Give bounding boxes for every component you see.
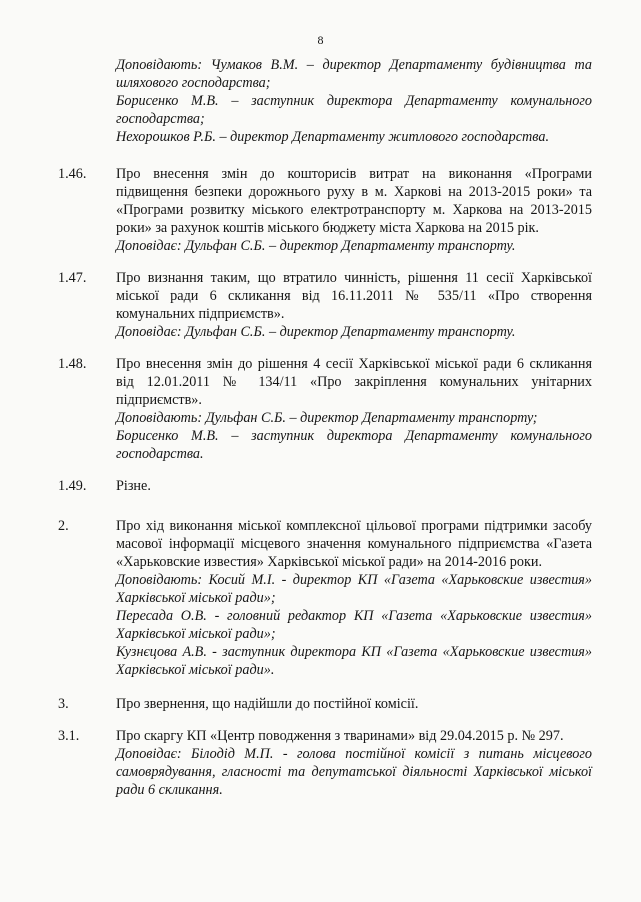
- item-number: 3.1.: [58, 728, 80, 744]
- lead-reporters: [116, 56, 592, 146]
- agenda-content: [0, 56, 641, 799]
- item-text: Про внесення змін до рішення 4 сесії Харківської міської ради 6 скликання від 12.01.2011 № 134/11 «Про закріплення комунальних унітарних підприємств».: [116, 356, 592, 408]
- item-text: Про хід виконання міської комплексної цільової програми підтримки засобу масової інформації місцевого значення комунального підприємства «Газета «Харьковские известия» Харківської міської ради» на 2014-2016 роки.: [116, 518, 592, 570]
- reporter-line: Доповідає: Дульфан С.Б. – директор Департаменту транспорту.: [116, 238, 516, 254]
- item-number: 1.48.: [58, 356, 87, 372]
- item-number: 2.: [58, 518, 69, 534]
- reporter-line: Нехорошков Р.Б. – директор Департаменту житлового господарства.: [116, 129, 549, 145]
- reporter-line: Доповідає: Дульфан С.Б. – директор Департаменту транспорту.: [116, 324, 516, 340]
- agenda-item-1-46: [0, 165, 641, 255]
- item-text: Про звернення, що надійшли до постійної комісії.: [116, 696, 419, 712]
- reporter-line: Пересада О.В. - головний редактор КП «Газета «Харьковские известия» Харківської міської ради»;: [116, 608, 592, 642]
- agenda-item-2: [0, 517, 641, 679]
- reporter-line: Борисенко М.В. – заступник директора Департаменту комунального господарства.: [116, 428, 592, 462]
- reporter-line: Доповідають: Чумаков В.М. – директор Департаменту будівництва та шляхового господарства;: [116, 57, 592, 91]
- agenda-item-3: [0, 695, 641, 713]
- reporter-line: Доповідає: Білодід М.П. - голова постійної комісії з питань місцевого самоврядування, гласності та депутатської діяльності Харківської міської ради 6 скликання.: [116, 746, 592, 798]
- item-text: Про скаргу КП «Центр поводження з тваринами» від 29.04.2015 р. № 297.: [116, 728, 564, 744]
- page-number: 8: [317, 33, 324, 47]
- agenda-item-3-1: [0, 727, 641, 799]
- reporter-line: Борисенко М.В. – заступник директора Департаменту комунального господарства;: [116, 93, 592, 127]
- reporter-line: Доповідають: Косий М.І. - директор КП «Газета «Харьковские известия» Харківської міської ради»;: [116, 572, 592, 606]
- item-number: 1.46.: [58, 166, 87, 182]
- reporter-line: Доповідають: Дульфан С.Б. – директор Департаменту транспорту;: [116, 410, 538, 426]
- agenda-item-1-49: [0, 477, 641, 495]
- item-number: 1.47.: [58, 270, 87, 286]
- item-number: 3.: [58, 696, 69, 712]
- agenda-item-1-48: [0, 355, 641, 463]
- item-number: 1.49.: [58, 478, 87, 494]
- item-text: Різне.: [116, 478, 151, 494]
- agenda-item-1-47: [0, 269, 641, 341]
- item-text: Про визнання таким, що втратило чинність, рішення 11 сесії Харківської міської ради 6 скликання від 16.11.2011 № 535/11 «Про створення комунальних підприємств».: [116, 270, 592, 322]
- reporter-line: Кузнєцова А.В. - заступник директора КП «Газета «Харьковские известия» Харківської міської ради».: [116, 644, 592, 678]
- item-text: Про внесення змін до кошторисів витрат на виконання «Програми підвищення безпеки дорожнього руху в м. Харкові на 2013-2015 роки» та «Програми розвитку міського електротранспорту м. Харкова на 2013-2015 роки» за рахунок коштів міського бюджету міста Харкова на 2015 рік.: [116, 166, 592, 236]
